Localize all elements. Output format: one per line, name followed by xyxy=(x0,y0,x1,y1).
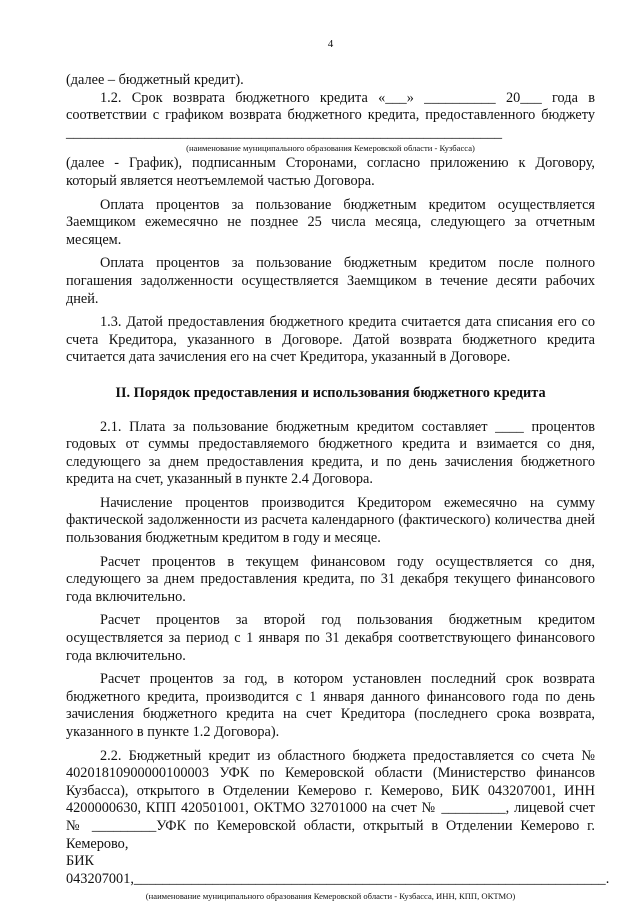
paragraph-bik-line: БИК 043207001,__________________________________________________________________. xyxy=(66,853,610,887)
paragraph-schedule-reference: (далее - График), подписанным Сторонами, согласно приложению к Договору, который является неотъемлемой частью Договора. xyxy=(66,155,595,189)
note-municipality-details: (наименование муниципального образования Кемеровской области - Кузбасса, ИНН, КПП, ОКТМО) xyxy=(145,891,516,902)
note-municipality-name: (наименование муниципального образования Кемеровской области - Кузбасса) xyxy=(186,143,475,154)
paragraph-1-3-dates: 1.3. Датой предоставления бюджетного кредита считается дата списания его со счета Кредитора, указанного в Договоре. Датой возврата бюджетного кредита считается дата зачисления его на счет Кредитора, указанный в Договоре. xyxy=(66,314,595,366)
paragraph-interest-current-year: Расчет процентов в текущем финансовом году осуществляется со дня, следующего за днем предоставления кредита, по 31 декабря текущего финансового года включительно. xyxy=(66,553,595,605)
page-number: 4 xyxy=(327,38,334,50)
paragraph-interest-accrual: Начисление процентов производится Кредитором ежемесячно на сумму фактической задолженности из расчета календарного (фактического) количества дней пользования бюджетным кредитом в году и месяце. xyxy=(66,494,595,547)
paragraph-2-2-account-details: 2.2. Бюджетный кредит из областного бюджета предоставляется со счета № 40201810900000100003 УФК по Кемеровской области (Министерство финансов Кузбасса), открытого в Отделении Кемерово г. Кемерово, БИК 043207001, ИНН 4200000630, КПП 420501001, ОКТМО 32701000 на счет № _________, лицевой счет № _________УФК по Кемеровской области, открытый в Отделении Кемерово г. Кемерово, xyxy=(66,747,595,852)
paragraph-budget-credit-definition: (далее – бюджетный кредит). xyxy=(66,72,244,88)
paragraph-interest-payment-monthly: Оплата процентов за пользование бюджетным кредитом осуществляется Заемщиком ежемесячно не позднее 25 числа месяца, следующего за отчетным месяцем. xyxy=(66,196,595,248)
paragraph-1-2-repayment-term: 1.2. Срок возврата бюджетного кредита «___» __________ 20___ года в соответствии с графиком возврата бюджетного кредита, предоставленного бюджету _____________________________________________________________ xyxy=(66,89,595,141)
paragraph-interest-payment-after-repayment: Оплата процентов за пользование бюджетным кредитом после полного погашения задолженности осуществляется Заемщиком в течение десяти рабочих дней. xyxy=(66,255,595,307)
paragraph-interest-final-year: Расчет процентов за год, в котором установлен последний срок возврата бюджетного кредита, производится с 1 января данного финансового года по день зачисления бюджетного кредита на счет Кредитора (последнего срока возврата, указанного в пункте 1.2 Договора). xyxy=(66,671,595,740)
section-2-heading: II. Порядок предоставления и использования бюджетного кредита xyxy=(115,384,546,401)
paragraph-interest-second-year: Расчет процентов за второй год пользования бюджетным кредитом осуществляется за период с 1 января по 31 декабря соответствующего финансового года включительно. xyxy=(66,612,595,664)
paragraph-2-1-interest-rate: 2.1. Плата за пользование бюджетным кредитом составляет ____ процентов годовых от суммы предоставляемого бюджетного кредита и взимается со дня, следующего за днем предоставления кредита, и по день зачисления бюджетного кредита на счет, указанный в пункте 2.4 Договора. xyxy=(66,418,595,488)
